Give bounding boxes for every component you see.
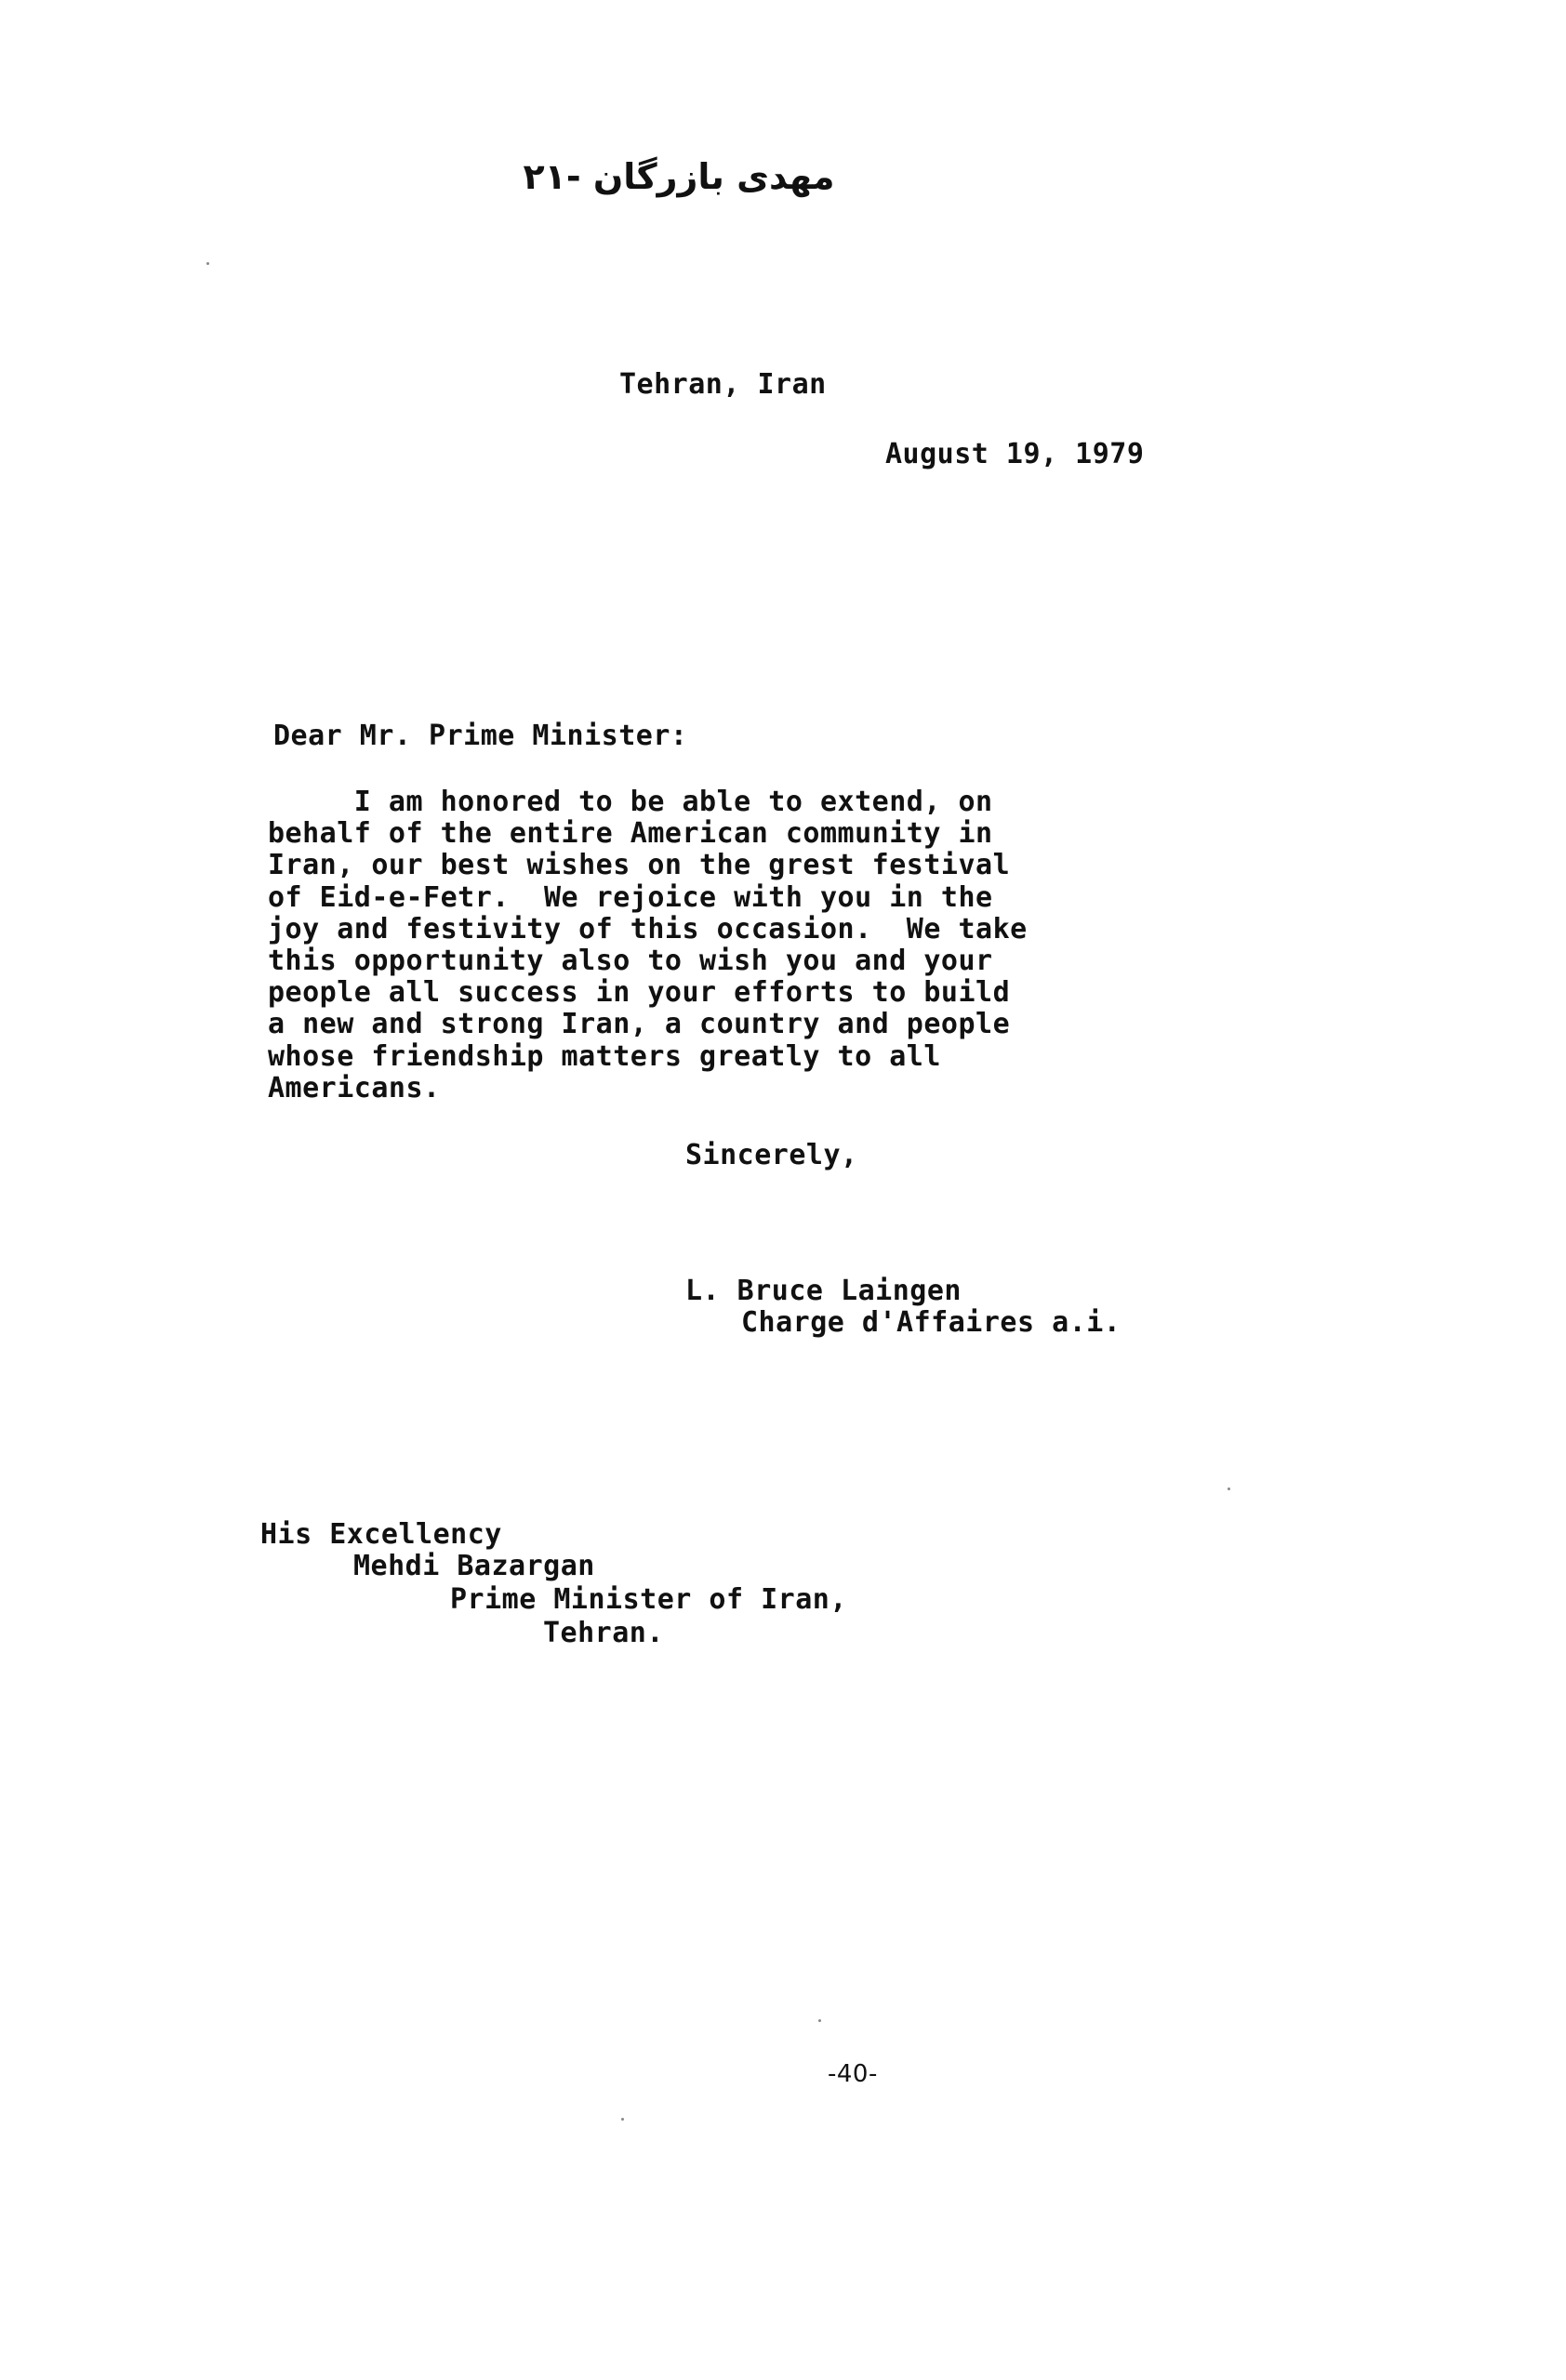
- body-line: this opportunity also to wish you and your: [268, 945, 993, 978]
- addressee-line: Prime Minister of Iran,: [450, 1583, 847, 1616]
- body-line: joy and festivity of this occasion. We take: [268, 912, 1028, 945]
- page-number: -40-: [828, 2060, 878, 2088]
- body-line: behalf of the entire American community in: [268, 817, 993, 851]
- signer-name: L. Bruce Laingen: [685, 1275, 962, 1307]
- letter-date: August 19, 1979: [885, 438, 1145, 470]
- addressee-line: Tehran.: [543, 1617, 664, 1649]
- persian-header: مهدی بازرگان -۲۱: [523, 156, 835, 197]
- scan-speck: [818, 2019, 821, 2022]
- scan-speck: [621, 2118, 624, 2121]
- letter-place: Tehran, Iran: [619, 368, 827, 401]
- addressee-line: Mehdi Bazargan: [353, 1550, 595, 1582]
- scan-speck: [206, 262, 209, 265]
- addressee-line: His Excellency: [260, 1518, 502, 1551]
- letter-body: [268, 787, 1028, 1104]
- body-line: of Eid-e-Fetr. We rejoice with you in the: [268, 880, 993, 914]
- body-line: people all success in your efforts to build: [268, 976, 1011, 1010]
- salutation: Dear Mr. Prime Minister:: [273, 720, 688, 752]
- closing: Sincerely,: [685, 1139, 858, 1171]
- scan-speck: [1228, 1488, 1230, 1490]
- body-line: I am honored to be able to extend, on: [268, 786, 993, 818]
- body-line: whose friendship matters greatly to all: [268, 1039, 941, 1073]
- signer-title: Charge d'Affaires a.i.: [741, 1306, 1121, 1339]
- body-line: a new and strong Iran, a country and people: [268, 1008, 1011, 1041]
- body-line: Americans.: [268, 1071, 441, 1104]
- body-line: Iran, our best wishes on the grest festival: [268, 849, 1011, 882]
